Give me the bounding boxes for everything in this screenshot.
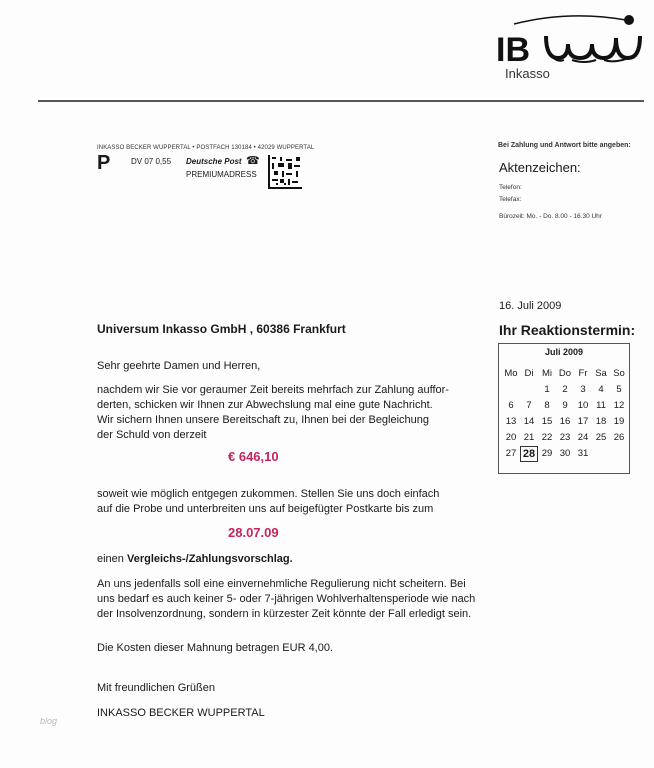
calendar-day: 15	[541, 416, 553, 427]
calendar	[498, 343, 630, 474]
salutation: Sehr geehrte Damen und Herren,	[97, 360, 261, 372]
calendar-day	[502, 382, 520, 398]
calendar-day: 11	[596, 400, 606, 411]
calendar-day: 6	[508, 400, 514, 411]
calendar-day: 19	[613, 416, 625, 427]
due-date: 28.07.09	[228, 525, 279, 540]
calendar-day: 22	[541, 432, 553, 443]
calendar-day: 29	[541, 448, 553, 459]
postage-carrier: Deutsche Post	[186, 157, 242, 166]
calendar-day: 30	[559, 448, 571, 459]
calendar-day: 7	[526, 400, 532, 411]
office-hours: Bürozeit: Mo. - Do. 8.00 - 16.30 Uhr	[499, 213, 602, 220]
closing: Mit freundlichen Grüßen	[97, 682, 215, 694]
paragraph-line: uns bedarf es auch keiner 5- oder 7-jährigen Wohlverhaltensperiode wie nach	[97, 593, 476, 605]
calendar-weekday-row	[502, 366, 628, 382]
calendar-day: 23	[559, 432, 571, 443]
paragraph-line: der Insolvenzordnung, sondern in kürzester Zeit könnte der Fall erledigt sein.	[97, 608, 472, 620]
calendar-day	[520, 382, 538, 398]
calendar-day: 20	[505, 432, 517, 443]
paragraph-3	[97, 577, 475, 622]
paragraph-line: An uns jedenfalls soll eine einvernehmliche Regulierung nicht scheitern. Bei	[97, 578, 466, 590]
calendar-week-row	[502, 446, 628, 462]
paragraph-line: derten, schicken wir Ihnen zur Abwechslung mal eine gute Nachricht.	[97, 399, 433, 411]
info-heading: Bei Zahlung und Antwort bitte angeben:	[498, 142, 631, 149]
calendar-weekday: Fr	[578, 368, 588, 379]
calendar-weekday: Mi	[541, 368, 553, 379]
header-rule	[38, 100, 644, 102]
calendar-day: 16	[559, 416, 571, 427]
postage-mark: P	[97, 152, 111, 174]
calendar-grid	[502, 366, 628, 462]
calendar-day	[610, 446, 628, 462]
calendar-day: 8	[544, 400, 550, 411]
calendar-day: 26	[613, 432, 625, 443]
calendar-day: 9	[562, 400, 568, 411]
calendar-day: 14	[523, 416, 535, 427]
paragraph-line: der Schuld von derzeit	[97, 429, 207, 441]
paragraph-line: auf die Probe und unterbreiten uns auf beigefügter Postkarte bis zum	[97, 503, 434, 515]
paragraph-line: Wir sichern Ihnen unsere Bereitschaft zu, Ihnen bei der Begleichung	[97, 414, 430, 426]
calendar-day: 17	[577, 416, 589, 427]
paragraph-line: soweit wie möglich entgegen zukommen. Stellen Sie uns doch einfach	[97, 488, 440, 500]
post-horn-icon: ☎	[246, 155, 260, 167]
proposal-bold: Vergleichs-/Zahlungsvorschlag.	[126, 553, 293, 565]
datamatrix-code	[268, 155, 302, 189]
calendar-day: 10	[577, 400, 589, 411]
recipient: Universum Inkasso GmbH , 60386 Frankfurt	[97, 322, 346, 336]
calendar-weekday: Sa	[595, 368, 607, 379]
calendar-day: 31	[577, 448, 589, 459]
calendar-day: 3	[580, 384, 586, 395]
postage-dv: DV 07 0,55	[131, 157, 172, 166]
signature: INKASSO BECKER WUPPERTAL	[97, 707, 265, 719]
postage-product: PREMIUMADRESS	[186, 170, 257, 179]
calendar-day: 13	[505, 416, 517, 427]
calendar-week-row	[502, 398, 628, 414]
calendar-day: 25	[595, 432, 607, 443]
calendar-weekday: Do	[558, 368, 572, 379]
calendar-day-highlighted: 28	[520, 446, 538, 462]
calendar-day: 12	[613, 400, 625, 411]
debt-amount: € 646,10	[228, 449, 279, 464]
calendar-title: Juli 2009	[544, 347, 584, 357]
calendar-day: 21	[523, 432, 535, 443]
reaction-label: Ihr Reaktionstermin:	[499, 322, 636, 338]
calendar-weekday: So	[613, 368, 625, 379]
calendar-day: 1	[544, 384, 550, 395]
paragraph-1	[97, 383, 449, 443]
logo-name: Inkasso	[505, 66, 550, 81]
reference-label: Aktenzeichen:	[499, 160, 581, 175]
fax-label: Telefax:	[499, 196, 522, 203]
calendar-day	[592, 446, 610, 462]
calendar-week-row	[502, 430, 628, 446]
calendar-day: 27	[505, 448, 517, 459]
paragraph-2	[97, 487, 439, 517]
paragraph-line: nachdem wir Sie vor geraumer Zeit bereits mehrfach zur Zahlung auffor-	[97, 384, 449, 396]
letter-date: 16. Juli 2009	[499, 300, 562, 312]
phone-label: Telefon:	[499, 184, 522, 191]
calendar-week-row	[502, 382, 628, 398]
calendar-day: 4	[598, 384, 604, 395]
proposal-line	[97, 552, 293, 567]
calendar-weekday: Di	[524, 368, 534, 379]
logo-mark: IB	[496, 31, 530, 69]
calendar-weekday: Mo	[504, 368, 518, 379]
proposal-prefix: einen	[97, 553, 124, 565]
sender-line: INKASSO BECKER WUPPERTAL • POSTFACH 130184 • 42029 WUPPERTAL	[97, 145, 315, 151]
costs-line: Die Kosten dieser Mahnung betragen EUR 4,00.	[97, 642, 334, 654]
watermark: blog	[40, 716, 58, 726]
calendar-day: 24	[577, 432, 589, 443]
calendar-week-row	[502, 414, 628, 430]
calendar-day: 18	[595, 416, 607, 427]
calendar-day: 5	[616, 384, 622, 395]
calendar-day: 2	[562, 384, 568, 395]
